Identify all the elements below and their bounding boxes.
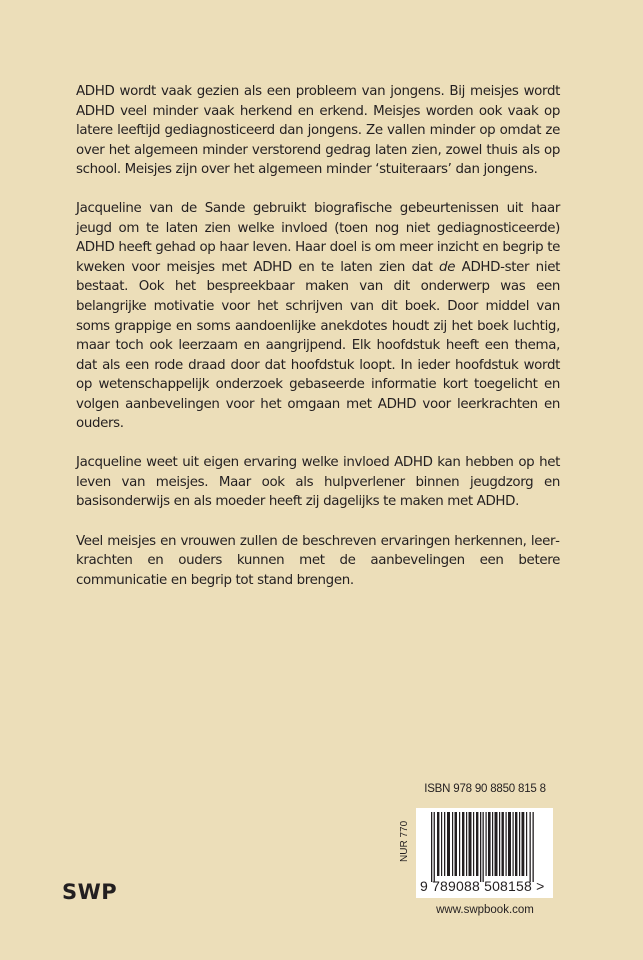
- barcode-digits: 9 789088 508158 >: [420, 878, 545, 894]
- emphasis-de: de: [439, 259, 456, 275]
- publisher-logo: SWP: [62, 880, 118, 904]
- barcode: [416, 808, 553, 898]
- blurb-paragraph-2-part-a: Jacqueline van de Sande gebruikt biografische gebeurtenissen uit haar jeugd om te laten zien welke invloed (toen nog niet gediagnosticeerde) ADHD heeft gehad op haar leven. Haar doel is om meer inzicht en begrip te kweken voor meisjes met ADHD en te laten zien dat: [76, 201, 560, 275]
- back-cover-blurb: [76, 82, 560, 610]
- blurb-paragraph-4: Veel meisjes en vrouwen zullen de beschreven ervaringen herkennen, leerkrachten en ouders kunnen met de aanbevelingen een betere communicatie en begrip tot stand brengen.: [76, 533, 560, 588]
- nur-code: NUR 770: [399, 820, 410, 862]
- isbn-label: ISBN 978 90 8850 815 8: [424, 783, 546, 795]
- barcode-bars-icon: [431, 812, 534, 882]
- publisher-url: www.swpbook.com: [436, 904, 534, 916]
- blurb-paragraph-2-part-b: ADHD-ster niet bestaat. Ook het bespreekbaar maken van dit onderwerp was een belangrijke motivatie voor het schrijven van dit boek. Door middel van soms grappige en soms aandoenlijke anekdotes houdt zij het boek luchtig, maar toch ook leerzaam en aangrijpend. Elk hoofdstuk heeft een thema, dat als een rode draad door dat hoofdstuk loopt. In ieder hoofdstuk wordt op wetenschappelijk onderzoek gebaseerde informatie kort toegelicht en volgen aanbevelingen voor het omgaan met ADHD voor leerkrachten en ouders.: [76, 259, 560, 432]
- blurb-paragraph-1: ADHD wordt vaak gezien als een probleem van jongens. Bij meisjes wordt ADHD veel minder vaak herkend en erkend. Meisjes worden ook vaak op latere leeftijd gediagnosticeerd dan jongens. Ze vallen minder op omdat ze over het algemeen minder verstorend gedrag laten zien, zowel thuis als op school. Meisjes zijn over het algemeen minder ‘stuiteraars’ dan jongens.: [76, 84, 560, 178]
- blurb-paragraph-3: Jacqueline weet uit eigen ervaring welke invloed ADHD kan hebben op het leven van meisjes. Maar ook als hulpverlener binnen jeugdzorg en basisonderwijs en als moeder heeft zij dagelijks te maken met ADHD.: [76, 455, 560, 510]
- blurb-paragraph-2: [76, 199, 560, 434]
